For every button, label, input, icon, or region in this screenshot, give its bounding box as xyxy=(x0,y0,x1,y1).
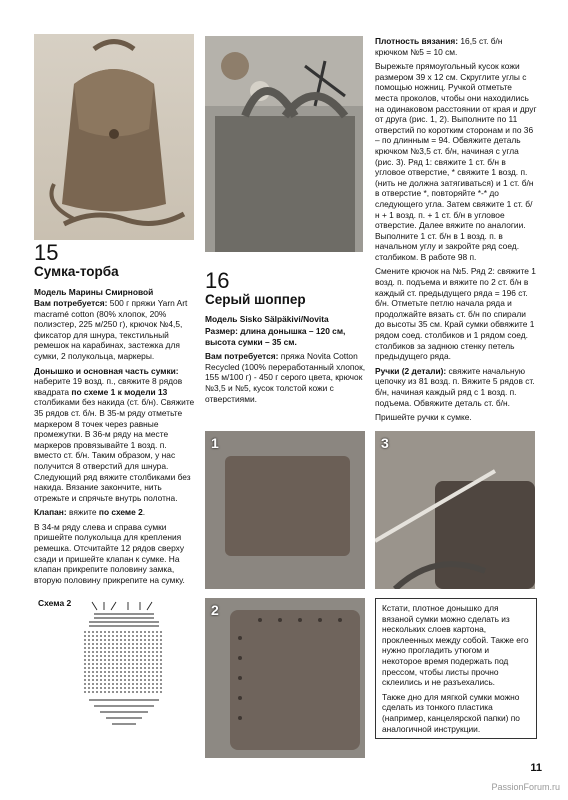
page-number: 11 xyxy=(530,762,542,774)
p15-row34: В 34-м ряду слева и справа сумки пришейте полуколыца для крепления ремешка. Отсчитайте 12 рядов сверху сзади и пришейте клапан к сумке. На клапан прикрепите половину замка, вторую половину прикрепите на сумку. xyxy=(34,521,185,585)
sew-instructions: Пришейте ручки к сумке. xyxy=(375,412,472,423)
step-photo-3 xyxy=(375,431,535,589)
scheme-2 xyxy=(34,596,194,746)
density: Плотность вязания: 16,5 ст. б/н крючком №5 = 10 см. xyxy=(375,36,503,57)
p15-body xyxy=(34,298,196,589)
p16-size: Размер: длина донышка – 120 см, высота сумки – 35 см. xyxy=(205,326,346,347)
watermark: PassionForum.ru xyxy=(491,782,560,792)
model-author-15: Модель Марины Смирновой xyxy=(34,287,154,297)
tip-paragraph-2: Также дно для мягкой сумки можно сделать из тонкого пластика (например, канцелярской папки) по аналогичной инструкции. xyxy=(382,691,520,734)
p15-base: Донышко и основная часть сумки: наберите 19 возд. п., свяжите 8 рядов квадрата по схеме 1 к модели 13 столбиками без накида (ст. б/н). Свяжите 35 рядов ст. б/н. В 35-м ряду отметьте маркером 8 точек через равные промежутки. В 36-м ряду на месте маркеров провязывайте 1 возд. п. вместо ст. б/н. Таким образом, у нас получится 8 отверстий для шнура. Следующий ряд вяжите столбиками без накида. Вязание закончите, нить отрежьте и спрячьте внутрь полотна. xyxy=(34,365,195,503)
scheme-label: Схема 2 xyxy=(38,598,72,608)
model-number-15: 15 xyxy=(34,240,59,265)
row2-instructions: Смените крючок на №5. Ряд 2: свяжите 1 возд. п. подъема и вяжите по 2 ст. б/н в каждый ст. предыдущего ряда = 196 ст. б/н. Отметьте петлю начала ряда и продолжайте вязать ст. б/н по спирали до высоты 35 см. Край сумки обвяжите 1 рядом соед. столбиков и 1 рядом соед. столбиков за заднюю стенку петель предыдущего ряда. xyxy=(375,266,536,362)
tip-paragraph-1: Кстати, плотное донышко для вязаной сумки можно сделать из нескольких слоев картона, проклеенных между собой. Также его нужно прогладить утюгом и некоторое время подержать под прессом, чтобы листы прочно склеились и не разъехались. xyxy=(382,603,529,688)
model-title-15: Сумка-торба xyxy=(34,264,119,279)
handles-instructions: Ручки (2 детали): свяжите начальную цепочку из 81 возд. п. Вяжите 5 рядов ст. б/н, начиная каждый ряд с 1 возд. п. подъема. Обвяжите деталь ст. б/н. xyxy=(375,365,535,408)
p16-body xyxy=(205,326,367,408)
right-column-text xyxy=(375,36,537,427)
p15-materials: Вам потребуется: 500 г пряжи Yarn Art macramé cotton (80% хлопок, 20% полиэстер, 225 м/250 г), крючок №4,5, фиксатор для шнура, текстильный ремешок на карабинах, застежка для сумки, 2 полукольца, маркеры. xyxy=(34,298,188,361)
model-number-16: 16 xyxy=(205,268,230,293)
scheme-diagram xyxy=(34,596,194,746)
leather-instructions: Вырежьте прямоугольный кусок кожи размером 39 х 12 см. Скруглите углы с помощью ножниц. Ручкой отметьте места проколов, чтобы они находились на одинаковом расстоянии от края и друг от друга (рис. 1, 2). Выполните по 11 отверстий по коротким сторонам и по 36 – по длинным = 94. Обвяжите деталь крючком №3,5 ст. б/н, начиная с угла (рис. 3). Ряд 1: свяжите 1 ст. б/н в угловое отверстие, * свяжите 1 возд. п. (нить не должна затягиваться) и 1 ст. б/н в отверстие *, повторяйте *-* до следующего угла. Затем свяжите 1 ст. б/н + 1 возд. п. + 1 ст. б/н в угловое отверстие. Далее вяжите по аналогии. Выполните 1 ст. б/н в 1 возд. п. в начальном углу и закройте ряд соед. столбиком. В работе 98 п. xyxy=(375,61,537,262)
model-author-16: Модель Sisko Sälpäkivi/Novita xyxy=(205,314,329,324)
step-photo-1 xyxy=(205,431,365,589)
p15-flap: Клапан: вяжите по схеме 2. xyxy=(34,507,146,518)
shopper-photo xyxy=(205,36,363,252)
model-title-16: Серый шоппер xyxy=(205,292,306,307)
step-label-2: 2 xyxy=(211,602,219,618)
step-label-3: 3 xyxy=(381,435,389,451)
step-photo-2 xyxy=(205,598,365,758)
p16-materials: Вам потребуется: пряжа Novita Cotton Recycled (100% переработанный хлопок, 155 м/100 г) - 450 г серого цвета, крючок №3,5 и №5, кусок толстой кожи с отверстиями. xyxy=(205,351,366,404)
tip-box xyxy=(375,598,537,739)
backpack-photo xyxy=(34,34,194,240)
step-label-1: 1 xyxy=(211,435,219,451)
